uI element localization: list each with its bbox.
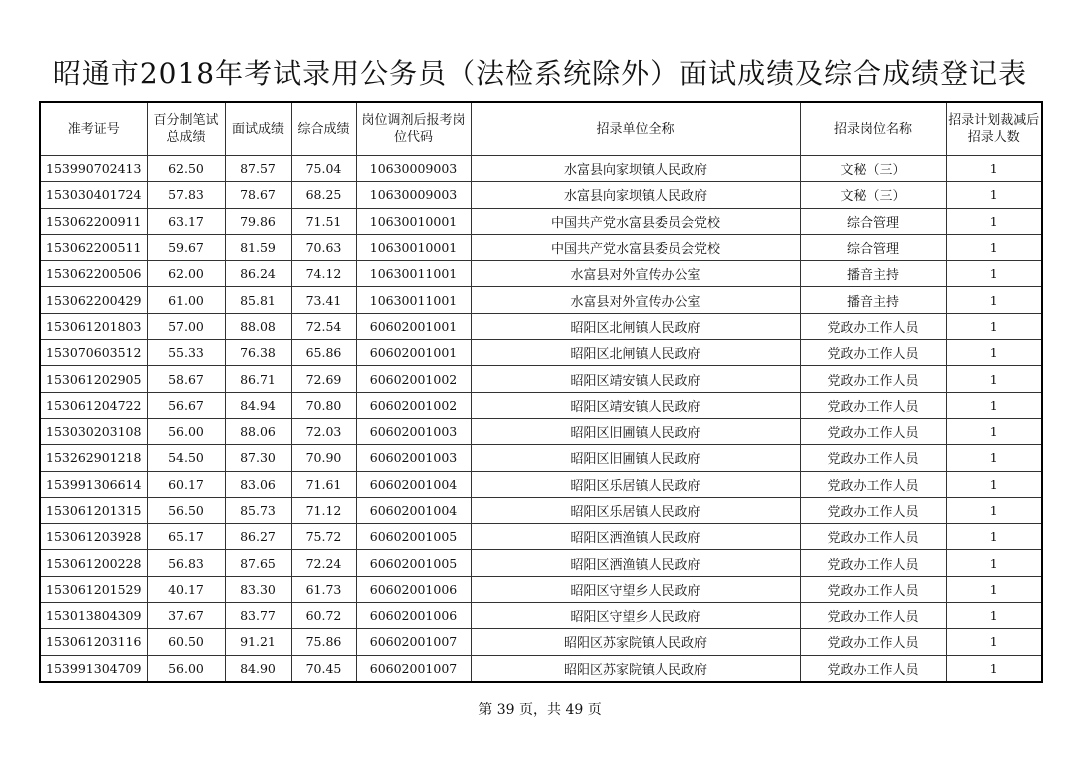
interview-score-cell: 78.67 (225, 182, 291, 208)
total-score-cell: 72.69 (291, 366, 356, 392)
total-score-cell: 73.41 (291, 287, 356, 313)
exam-id-cell: 153062200506 (40, 261, 147, 287)
position-code-cell: 10630009003 (356, 156, 471, 182)
written-score-cell: 57.83 (147, 182, 225, 208)
position-name-cell: 综合管理 (800, 234, 946, 260)
interview-score-cell: 88.08 (225, 313, 291, 339)
table-header-row (40, 102, 1042, 156)
position-code-cell: 60602001004 (356, 471, 471, 497)
interview-score-cell: 83.06 (225, 471, 291, 497)
hire-count-cell: 1 (946, 418, 1042, 444)
unit-name-cell: 水富县向家坝镇人民政府 (471, 182, 800, 208)
position-code-cell: 60602001006 (356, 603, 471, 629)
table-row (40, 366, 1042, 392)
unit-name-cell: 水富县对外宣传办公室 (471, 261, 800, 287)
exam-id-cell: 153262901218 (40, 445, 147, 471)
exam-id-cell: 153030203108 (40, 418, 147, 444)
exam-id-cell: 153061201529 (40, 576, 147, 602)
unit-name-cell: 中国共产党水富县委员会党校 (471, 208, 800, 234)
hire-count-cell: 1 (946, 576, 1042, 602)
total-score-cell: 72.54 (291, 313, 356, 339)
interview-score-cell: 87.65 (225, 550, 291, 576)
written-score-cell: 37.67 (147, 603, 225, 629)
total-score-cell: 70.90 (291, 445, 356, 471)
exam-id-cell: 153030401724 (40, 182, 147, 208)
header-position-code: 岗位调剂后报考岗位代码 (356, 102, 471, 156)
position-code-cell: 60602001003 (356, 418, 471, 444)
position-name-cell: 党政办工作人员 (800, 655, 946, 682)
table-row (40, 655, 1042, 682)
total-score-cell: 68.25 (291, 182, 356, 208)
written-score-cell: 57.00 (147, 313, 225, 339)
position-code-cell: 10630011001 (356, 287, 471, 313)
total-score-cell: 71.12 (291, 497, 356, 523)
position-name-cell: 文秘（三） (800, 156, 946, 182)
interview-score-cell: 86.27 (225, 524, 291, 550)
header-total-score: 综合成绩 (291, 102, 356, 156)
table-row (40, 497, 1042, 523)
interview-score-cell: 88.06 (225, 418, 291, 444)
header-unit-name: 招录单位全称 (471, 102, 800, 156)
unit-name-cell: 昭阳区守望乡人民政府 (471, 603, 800, 629)
position-name-cell: 党政办工作人员 (800, 418, 946, 444)
table-row (40, 418, 1042, 444)
exam-id-cell: 153013804309 (40, 603, 147, 629)
table-row (40, 156, 1042, 182)
interview-score-cell: 84.94 (225, 392, 291, 418)
hire-count-cell: 1 (946, 182, 1042, 208)
unit-name-cell: 水富县向家坝镇人民政府 (471, 156, 800, 182)
hire-count-cell: 1 (946, 261, 1042, 287)
table-row (40, 234, 1042, 260)
written-score-cell: 63.17 (147, 208, 225, 234)
hire-count-cell: 1 (946, 208, 1042, 234)
exam-id-cell: 153061203116 (40, 629, 147, 655)
written-score-cell: 40.17 (147, 576, 225, 602)
interview-score-cell: 87.30 (225, 445, 291, 471)
unit-name-cell: 昭阳区苏家院镇人民政府 (471, 655, 800, 682)
total-score-cell: 75.72 (291, 524, 356, 550)
written-score-cell: 56.83 (147, 550, 225, 576)
page-title: 昭通市2018年考试录用公务员（法检系统除外）面试成绩及综合成绩登记表 (52, 57, 1028, 90)
interview-score-cell: 85.73 (225, 497, 291, 523)
position-code-cell: 60602001003 (356, 445, 471, 471)
position-code-cell: 60602001002 (356, 392, 471, 418)
total-score-cell: 75.86 (291, 629, 356, 655)
hire-count-cell: 1 (946, 471, 1042, 497)
exam-id-cell: 153991306614 (40, 471, 147, 497)
written-score-cell: 60.17 (147, 471, 225, 497)
header-exam-id: 准考证号 (40, 102, 147, 156)
interview-score-cell: 87.57 (225, 156, 291, 182)
written-score-cell: 58.67 (147, 366, 225, 392)
hire-count-cell: 1 (946, 156, 1042, 182)
position-code-cell: 60602001007 (356, 629, 471, 655)
position-code-cell: 60602001005 (356, 550, 471, 576)
interview-score-cell: 81.59 (225, 234, 291, 260)
position-code-cell: 60602001004 (356, 497, 471, 523)
exam-id-cell: 153061201803 (40, 313, 147, 339)
unit-name-cell: 昭阳区洒渔镇人民政府 (471, 550, 800, 576)
table-row (40, 261, 1042, 287)
position-name-cell: 党政办工作人员 (800, 629, 946, 655)
position-name-cell: 党政办工作人员 (800, 445, 946, 471)
position-name-cell: 党政办工作人员 (800, 576, 946, 602)
position-code-cell: 60602001006 (356, 576, 471, 602)
table-row (40, 576, 1042, 602)
written-score-cell: 56.50 (147, 497, 225, 523)
position-name-cell: 综合管理 (800, 208, 946, 234)
written-score-cell: 56.67 (147, 392, 225, 418)
hire-count-cell: 1 (946, 366, 1042, 392)
total-score-cell: 70.45 (291, 655, 356, 682)
unit-name-cell: 昭阳区北闸镇人民政府 (471, 313, 800, 339)
interview-score-cell: 91.21 (225, 629, 291, 655)
hire-count-cell: 1 (946, 445, 1042, 471)
position-code-cell: 10630011001 (356, 261, 471, 287)
exam-id-cell: 153990702413 (40, 156, 147, 182)
total-score-cell: 71.51 (291, 208, 356, 234)
header-interview-score: 面试成绩 (225, 102, 291, 156)
position-code-cell: 10630010001 (356, 208, 471, 234)
position-code-cell: 10630009003 (356, 182, 471, 208)
exam-id-cell: 153991304709 (40, 655, 147, 682)
table-row (40, 392, 1042, 418)
hire-count-cell: 1 (946, 550, 1042, 576)
table-row (40, 287, 1042, 313)
total-score-cell: 70.63 (291, 234, 356, 260)
hire-count-cell: 1 (946, 524, 1042, 550)
unit-name-cell: 昭阳区旧圃镇人民政府 (471, 445, 800, 471)
table-row (40, 550, 1042, 576)
total-score-cell: 72.24 (291, 550, 356, 576)
position-code-cell: 60602001005 (356, 524, 471, 550)
page-number: 第 39 页，共 49 页 (478, 702, 602, 718)
interview-score-cell: 83.77 (225, 603, 291, 629)
total-score-cell: 60.72 (291, 603, 356, 629)
position-name-cell: 党政办工作人员 (800, 524, 946, 550)
interview-score-cell: 84.90 (225, 655, 291, 682)
unit-name-cell: 昭阳区苏家院镇人民政府 (471, 629, 800, 655)
header-position-name: 招录岗位名称 (800, 102, 946, 156)
total-score-cell: 72.03 (291, 418, 356, 444)
hire-count-cell: 1 (946, 629, 1042, 655)
unit-name-cell: 水富县对外宣传办公室 (471, 287, 800, 313)
table-row (40, 313, 1042, 339)
hire-count-cell: 1 (946, 603, 1042, 629)
score-table (39, 101, 1043, 683)
interview-score-cell: 79.86 (225, 208, 291, 234)
table-body (40, 156, 1042, 682)
total-score-cell: 65.86 (291, 340, 356, 366)
written-score-cell: 56.00 (147, 418, 225, 444)
interview-score-cell: 86.71 (225, 366, 291, 392)
position-code-cell: 60602001001 (356, 313, 471, 339)
position-name-cell: 党政办工作人员 (800, 366, 946, 392)
table-row (40, 603, 1042, 629)
position-name-cell: 党政办工作人员 (800, 471, 946, 497)
table-row (40, 629, 1042, 655)
position-code-cell: 60602001007 (356, 655, 471, 682)
position-name-cell: 党政办工作人员 (800, 550, 946, 576)
interview-score-cell: 85.81 (225, 287, 291, 313)
exam-id-cell: 153061202905 (40, 366, 147, 392)
written-score-cell: 56.00 (147, 655, 225, 682)
exam-id-cell: 153061203928 (40, 524, 147, 550)
table-row (40, 208, 1042, 234)
total-score-cell: 70.80 (291, 392, 356, 418)
written-score-cell: 54.50 (147, 445, 225, 471)
hire-count-cell: 1 (946, 313, 1042, 339)
unit-name-cell: 昭阳区守望乡人民政府 (471, 576, 800, 602)
interview-score-cell: 76.38 (225, 340, 291, 366)
hire-count-cell: 1 (946, 287, 1042, 313)
exam-id-cell: 153061200228 (40, 550, 147, 576)
position-code-cell: 60602001002 (356, 366, 471, 392)
written-score-cell: 65.17 (147, 524, 225, 550)
written-score-cell: 62.00 (147, 261, 225, 287)
position-name-cell: 党政办工作人员 (800, 313, 946, 339)
table-row (40, 340, 1042, 366)
exam-id-cell: 153061201315 (40, 497, 147, 523)
exam-id-cell: 153061204722 (40, 392, 147, 418)
total-score-cell: 61.73 (291, 576, 356, 602)
written-score-cell: 61.00 (147, 287, 225, 313)
total-score-cell: 75.04 (291, 156, 356, 182)
exam-id-cell: 153062200911 (40, 208, 147, 234)
hire-count-cell: 1 (946, 655, 1042, 682)
hire-count-cell: 1 (946, 340, 1042, 366)
hire-count-cell: 1 (946, 392, 1042, 418)
position-name-cell: 党政办工作人员 (800, 603, 946, 629)
unit-name-cell: 昭阳区乐居镇人民政府 (471, 497, 800, 523)
header-written-score: 百分制笔试总成绩 (147, 102, 225, 156)
position-name-cell: 文秘（三） (800, 182, 946, 208)
total-score-cell: 71.61 (291, 471, 356, 497)
position-name-cell: 播音主持 (800, 261, 946, 287)
table-row (40, 445, 1042, 471)
unit-name-cell: 中国共产党水富县委员会党校 (471, 234, 800, 260)
table-row (40, 524, 1042, 550)
unit-name-cell: 昭阳区洒渔镇人民政府 (471, 524, 800, 550)
unit-name-cell: 昭阳区靖安镇人民政府 (471, 366, 800, 392)
interview-score-cell: 83.30 (225, 576, 291, 602)
position-code-cell: 10630010001 (356, 234, 471, 260)
total-score-cell: 74.12 (291, 261, 356, 287)
hire-count-cell: 1 (946, 234, 1042, 260)
position-name-cell: 党政办工作人员 (800, 497, 946, 523)
written-score-cell: 60.50 (147, 629, 225, 655)
written-score-cell: 62.50 (147, 156, 225, 182)
unit-name-cell: 昭阳区旧圃镇人民政府 (471, 418, 800, 444)
exam-id-cell: 153062200429 (40, 287, 147, 313)
unit-name-cell: 昭阳区乐居镇人民政府 (471, 471, 800, 497)
written-score-cell: 55.33 (147, 340, 225, 366)
unit-name-cell: 昭阳区靖安镇人民政府 (471, 392, 800, 418)
position-code-cell: 60602001001 (356, 340, 471, 366)
interview-score-cell: 86.24 (225, 261, 291, 287)
header-hire-count: 招录计划裁减后招录人数 (946, 102, 1042, 156)
unit-name-cell: 昭阳区北闸镇人民政府 (471, 340, 800, 366)
exam-id-cell: 153062200511 (40, 234, 147, 260)
table-row (40, 182, 1042, 208)
hire-count-cell: 1 (946, 497, 1042, 523)
position-name-cell: 党政办工作人员 (800, 340, 946, 366)
exam-id-cell: 153070603512 (40, 340, 147, 366)
position-name-cell: 播音主持 (800, 287, 946, 313)
position-name-cell: 党政办工作人员 (800, 392, 946, 418)
written-score-cell: 59.67 (147, 234, 225, 260)
table-row (40, 471, 1042, 497)
